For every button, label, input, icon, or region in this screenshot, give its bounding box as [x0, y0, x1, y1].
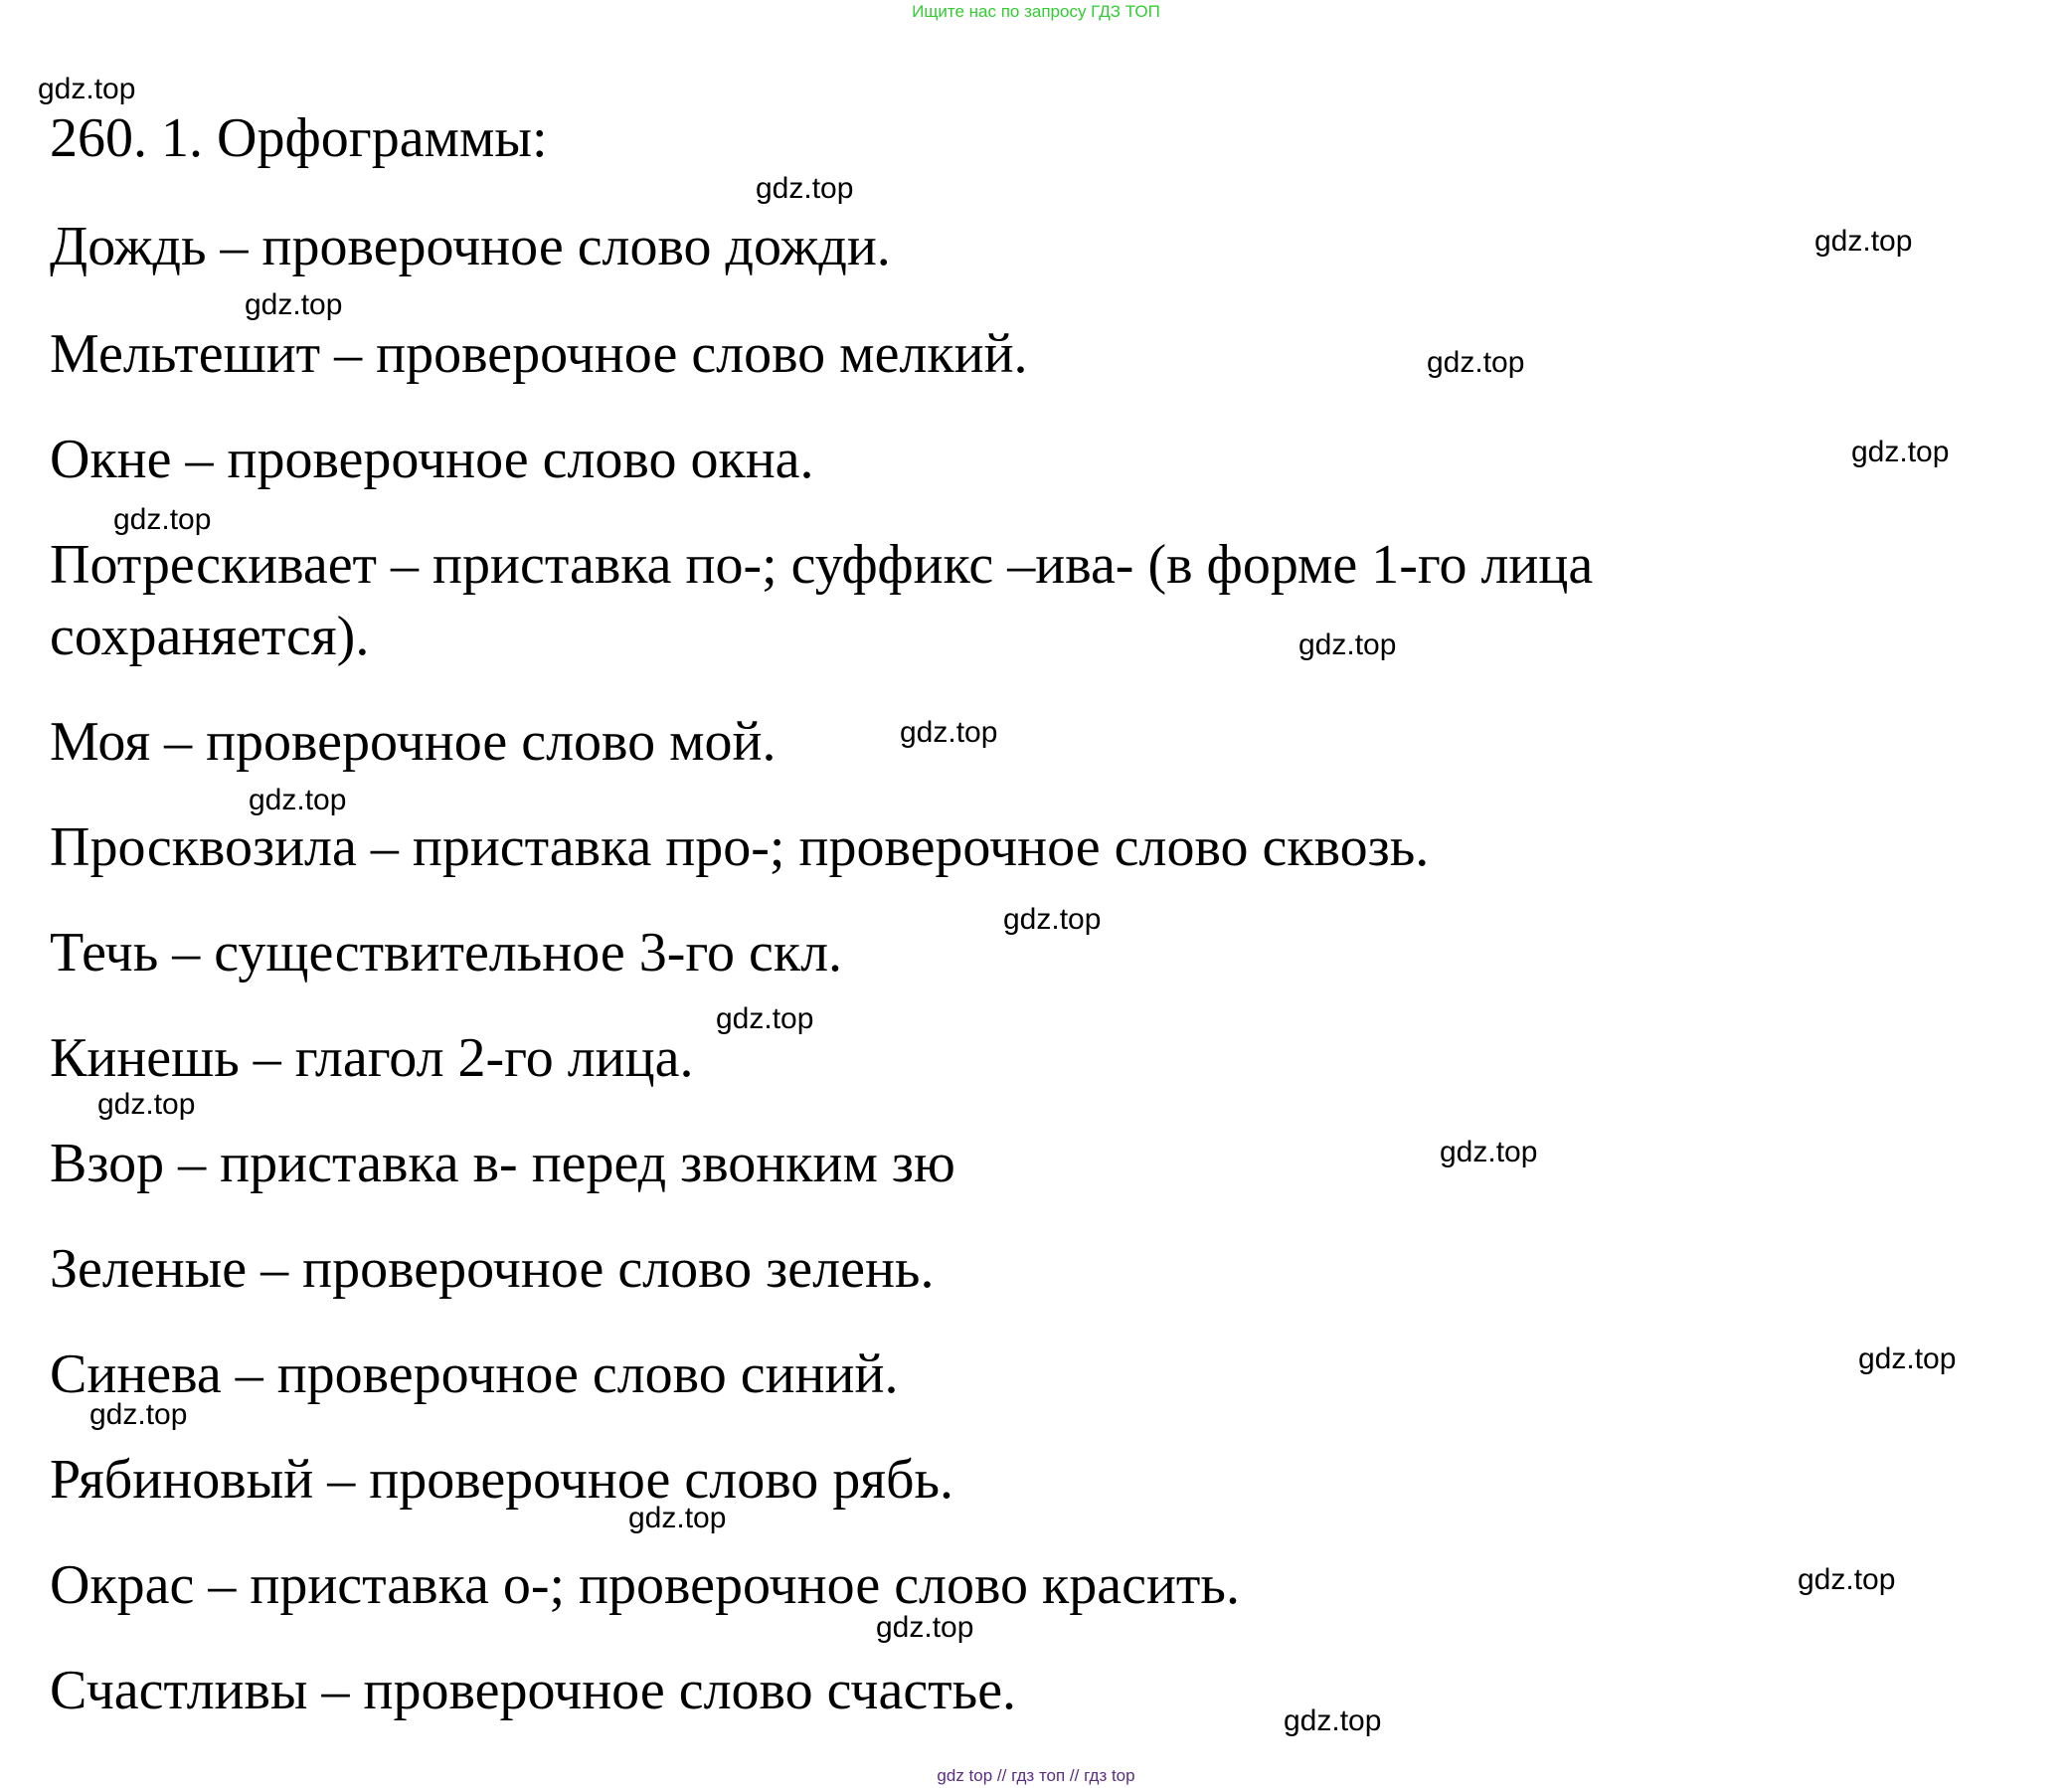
- text-line: сохраняется).: [50, 606, 370, 667]
- watermark: gdz.top: [1298, 628, 1397, 661]
- text-line: Рябиновый – проверочное слово рябь.: [50, 1449, 954, 1511]
- watermark: gdz.top: [38, 73, 136, 105]
- watermark: gdz.top: [756, 172, 854, 205]
- watermark: gdz.top: [1798, 1563, 1896, 1596]
- watermark: gdz.top: [628, 1502, 727, 1534]
- watermark: gdz.top: [1814, 225, 1913, 258]
- text-line: Мельтешит – проверочное слово мелкий.: [50, 323, 1028, 385]
- watermark: gdz.top: [89, 1398, 188, 1431]
- text-line: Потрескивает – приставка по-; суффикс –ива- (в форме 1-го лица: [50, 534, 1594, 596]
- text-line: Взор – приставка в- перед звонким зю: [50, 1133, 955, 1194]
- watermark: gdz.top: [1003, 903, 1102, 936]
- watermark: gdz.top: [97, 1088, 196, 1121]
- text-line: Течь – существительное 3-го скл.: [50, 922, 843, 983]
- watermark: gdz.top: [1851, 436, 1950, 468]
- text-line: Просквозила – приставка про-; проверочное слово сквозь.: [50, 816, 1430, 878]
- watermark: gdz.top: [113, 503, 212, 536]
- top-banner: Ищите нас по запросу ГДЗ ТОП: [912, 2, 1160, 21]
- text-line: Окне – проверочное слово окна.: [50, 429, 814, 490]
- watermark: gdz.top: [1858, 1342, 1957, 1375]
- watermark: gdz.top: [245, 288, 343, 321]
- watermark: gdz.top: [1440, 1136, 1538, 1168]
- text-line: Моя – проверочное слово мой.: [50, 711, 777, 773]
- footer-watermark: gdz top // гдз топ // гдз top: [937, 1766, 1135, 1785]
- watermark: gdz.top: [1284, 1704, 1382, 1737]
- watermark: gdz.top: [900, 716, 998, 749]
- text-line: Кинешь – глагол 2-го лица.: [50, 1027, 694, 1089]
- watermark: gdz.top: [876, 1611, 974, 1644]
- watermark: gdz.top: [249, 784, 347, 816]
- text-line: Синева – проверочное слово синий.: [50, 1343, 899, 1405]
- watermark: gdz.top: [1427, 346, 1525, 379]
- text-line: Счастливы – проверочное слово счастье.: [50, 1660, 1017, 1721]
- text-line: Зеленые – проверочное слово зелень.: [50, 1238, 935, 1300]
- text-line: Дождь – проверочное слово дожди.: [50, 216, 891, 277]
- page-title: 260. 1. Орфограммы:: [50, 107, 548, 169]
- watermark: gdz.top: [716, 1002, 814, 1035]
- text-line: Окрас – приставка о-; проверочное слово красить.: [50, 1554, 1240, 1616]
